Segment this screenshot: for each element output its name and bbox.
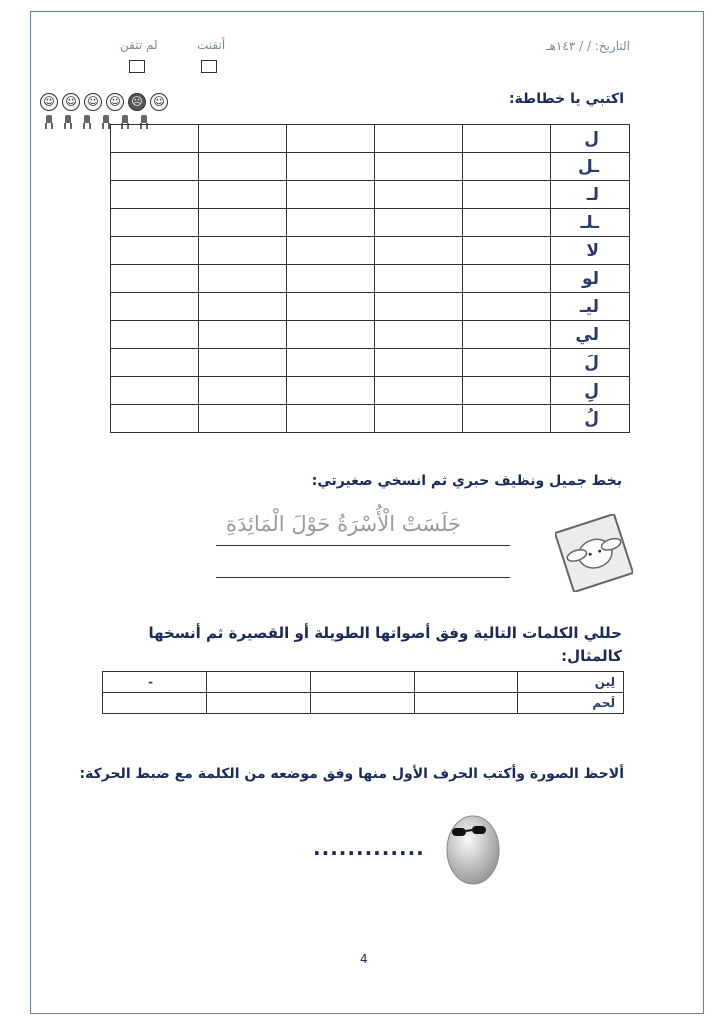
practice-cell[interactable] [111, 293, 199, 321]
smile-face-icon: ☺ [106, 93, 124, 111]
practice-cell[interactable] [111, 265, 199, 293]
child-figure-icon [82, 115, 92, 129]
practice-cell[interactable] [199, 125, 287, 153]
practice-cell[interactable] [463, 293, 551, 321]
lemon-image [442, 808, 504, 888]
mastered-checkbox[interactable] [201, 60, 217, 73]
practice-row [111, 209, 630, 237]
rating-faces [40, 93, 168, 111]
practice-cell[interactable] [199, 377, 287, 405]
practice-cell[interactable] [375, 237, 463, 265]
practice-cell[interactable] [375, 321, 463, 349]
letter-form-cell: ـل [551, 153, 630, 181]
practice-cell[interactable] [111, 237, 199, 265]
practice-cell[interactable] [287, 181, 375, 209]
practice-cell[interactable] [375, 405, 463, 433]
practice-cell[interactable] [375, 349, 463, 377]
practice-cell[interactable] [287, 153, 375, 181]
practice-cell[interactable] [463, 377, 551, 405]
practice-cell[interactable] [199, 293, 287, 321]
practice-cell[interactable] [199, 209, 287, 237]
word-cell: لَحم [518, 693, 624, 714]
section2-title: بخط جميل ونظيف حبري ثم انسخي صغيرتي: [311, 473, 622, 489]
practice-cell[interactable] [111, 349, 199, 377]
practice-cell[interactable] [375, 377, 463, 405]
practice-cell[interactable] [287, 125, 375, 153]
section3-title: حللي الكلمات التالية وفق أصواتها الطويلة أو القصيرة ثم أنسخها [148, 624, 622, 642]
practice-cell[interactable] [111, 321, 199, 349]
practice-cell[interactable] [375, 125, 463, 153]
practice-cell[interactable] [287, 293, 375, 321]
practice-cell[interactable] [287, 265, 375, 293]
section3-subtitle: كالمثال: [561, 647, 622, 665]
letter-form-cell: لـ [551, 181, 630, 209]
syllable-cell[interactable] [414, 693, 518, 714]
practice-cell[interactable] [111, 153, 199, 181]
sad-face-icon: ☹ [128, 93, 146, 111]
practice-cell[interactable] [111, 377, 199, 405]
letter-form-cell: لِ [551, 377, 630, 405]
letter-form-cell: لا [551, 237, 630, 265]
page-number: 4 [360, 952, 368, 966]
practice-cell[interactable] [375, 153, 463, 181]
syllable-cell[interactable] [207, 693, 311, 714]
letter-form-cell: لو [551, 265, 630, 293]
practice-cell[interactable] [463, 125, 551, 153]
letter-form-cell: لَ [551, 349, 630, 377]
practice-cell[interactable] [463, 153, 551, 181]
practice-cell[interactable] [111, 125, 199, 153]
practice-row [111, 153, 630, 181]
sentence-underline [216, 545, 510, 546]
smile-face-icon: ☺ [62, 93, 80, 111]
practice-cell[interactable] [463, 209, 551, 237]
practice-cell[interactable] [463, 321, 551, 349]
not-mastered-checkbox[interactable] [129, 60, 145, 73]
child-figure-icon [63, 115, 73, 129]
letter-form-cell: لُ [551, 405, 630, 433]
not-mastered-label: لم تتقن [120, 38, 158, 52]
cartoon-bunny-image [555, 514, 633, 592]
practice-cell[interactable] [375, 265, 463, 293]
mastered-label: أتقنت [197, 38, 226, 52]
section4-title: ألاحظ الصورة وأكتب الحرف الأول منها وفق موضعه من الكلمة مع ضبط الحركة: [79, 766, 624, 782]
practice-cell[interactable] [199, 349, 287, 377]
practice-cell[interactable] [111, 209, 199, 237]
practice-row [111, 237, 630, 265]
word-cell: لِين [518, 672, 624, 693]
practice-row [111, 293, 630, 321]
practice-cell[interactable] [199, 237, 287, 265]
practice-cell[interactable] [199, 405, 287, 433]
syllable-row [103, 693, 624, 714]
practice-cell[interactable] [199, 153, 287, 181]
writing-line[interactable] [216, 577, 510, 578]
syllable-table [102, 671, 624, 714]
section1-title: اكتبي يا خطاطة: [508, 91, 624, 107]
date-label: التاريخ: / / ١٤٣هـ [546, 39, 630, 53]
syllable-cell[interactable]: - [103, 672, 207, 693]
practice-cell[interactable] [199, 321, 287, 349]
syllable-cell[interactable] [103, 693, 207, 714]
answer-blank[interactable]: ............. [313, 836, 425, 860]
syllable-cell[interactable] [414, 672, 518, 693]
letter-form-cell: لي [551, 321, 630, 349]
letter-form-cell: ـلـ [551, 209, 630, 237]
model-sentence: جَلَسَتْ الْأُسْرَةُ حَوْلَ الْمَائِدَةِ [226, 512, 462, 536]
practice-cell[interactable] [463, 237, 551, 265]
practice-row [111, 405, 630, 433]
practice-cell[interactable] [287, 405, 375, 433]
practice-cell[interactable] [463, 405, 551, 433]
practice-cell[interactable] [463, 265, 551, 293]
practice-cell[interactable] [111, 181, 199, 209]
practice-cell[interactable] [199, 265, 287, 293]
smile-face-icon: ☺ [40, 93, 58, 111]
handwriting-table [110, 124, 630, 433]
smile-face-icon: ☺ [84, 93, 102, 111]
practice-cell[interactable] [287, 321, 375, 349]
practice-cell[interactable] [287, 209, 375, 237]
practice-row [111, 349, 630, 377]
practice-cell[interactable] [375, 293, 463, 321]
syllable-cell[interactable] [207, 672, 311, 693]
child-figure-icon [44, 115, 54, 129]
practice-cell[interactable] [287, 349, 375, 377]
letter-form-cell: ل [551, 125, 630, 153]
syllable-cell[interactable] [310, 693, 414, 714]
practice-row [111, 265, 630, 293]
practice-cell[interactable] [463, 181, 551, 209]
syllable-row [103, 672, 624, 693]
practice-cell[interactable] [375, 209, 463, 237]
practice-cell[interactable] [287, 237, 375, 265]
practice-cell[interactable] [199, 181, 287, 209]
practice-cell[interactable] [111, 405, 199, 433]
practice-cell[interactable] [463, 349, 551, 377]
letter-form-cell: ليـ [551, 293, 630, 321]
smile-face-icon: ☺ [150, 93, 168, 111]
practice-row [111, 181, 630, 209]
practice-row [111, 377, 630, 405]
practice-row [111, 125, 630, 153]
practice-row [111, 321, 630, 349]
practice-cell[interactable] [375, 181, 463, 209]
practice-cell[interactable] [287, 377, 375, 405]
syllable-cell[interactable] [310, 672, 414, 693]
